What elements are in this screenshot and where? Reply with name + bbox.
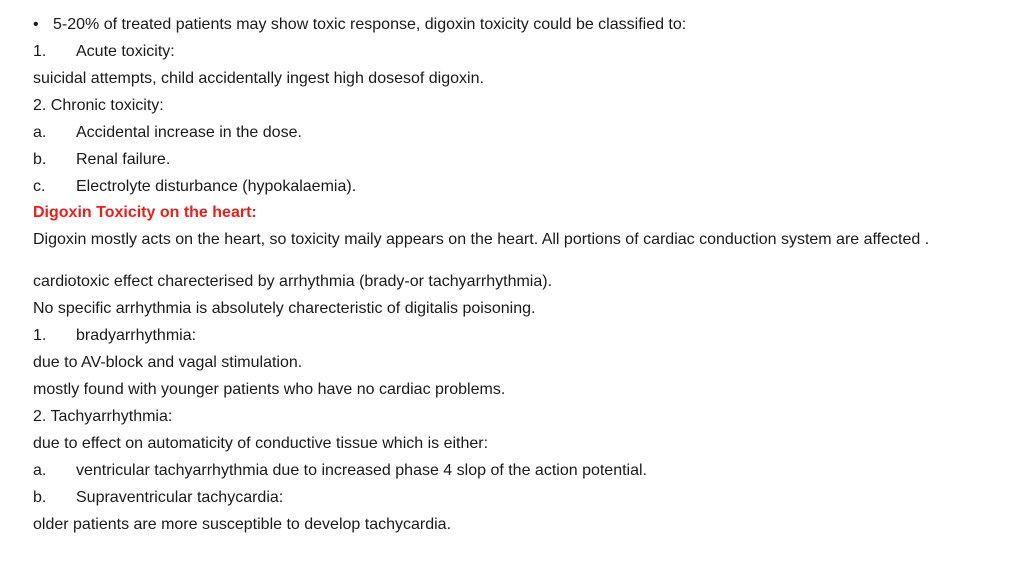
list-marker: a.: [33, 462, 47, 479]
older-patients-line: older patients are more susceptible to develop tachycardia.: [33, 516, 452, 533]
list-item: [33, 124, 302, 142]
list-marker: a.: [33, 124, 47, 141]
list-item-text: ventricular tachyarrhythmia due to increased phase 4 slop of the action potential.: [76, 462, 647, 479]
bradyarrhythmia-label: bradyarrhythmia:: [76, 327, 197, 344]
chronic-toxicity-label: 2. Chronic toxicity:: [33, 97, 164, 114]
acute-toxicity-label: Acute toxicity:: [76, 43, 175, 60]
list-item: [33, 178, 356, 196]
list-item-text: Supraventricular tachycardia:: [76, 489, 284, 506]
list-marker: c.: [33, 178, 46, 195]
list-marker: b.: [33, 489, 47, 506]
list-item-text: Accidental increase in the dose.: [76, 124, 302, 141]
bradyarrhythmia-cause: due to AV-block and vagal stimulation.: [33, 354, 303, 371]
list-item: [33, 489, 283, 507]
list-number: 1.: [33, 43, 47, 60]
bradyarrhythmia-line: [33, 327, 196, 345]
acute-toxicity-line: [33, 43, 175, 61]
acute-toxicity-description: suicidal attempts, child accidentally ingest high dosesof digoxin.: [33, 70, 484, 87]
tachyarrhythmia-label: 2. Tachyarrhythmia:: [33, 408, 173, 425]
list-item-text: Electrolyte disturbance (hypokalaemia).: [76, 178, 357, 195]
list-marker: b.: [33, 151, 47, 168]
cardiotoxic-line: cardiotoxic effect charecterised by arrhythmia (brady-or tachyarrhythmia).: [33, 273, 553, 290]
list-item: [33, 151, 170, 169]
list-number: 1.: [33, 327, 47, 344]
list-item: [33, 462, 647, 480]
intro-text: 5-20% of treated patients may show toxic response, digoxin toxicity could be classified to:: [53, 16, 687, 33]
intro-line: [33, 16, 686, 34]
no-specific-arrhythmia-line: No specific arrhythmia is absolutely charecteristic of digitalis poisoning.: [33, 300, 536, 317]
tachyarrhythmia-cause: due to effect on automaticity of conductive tissue which is either:: [33, 435, 489, 452]
list-item-text: Renal failure.: [76, 151, 171, 168]
bradyarrhythmia-patients: mostly found with younger patients who have no cardiac problems.: [33, 381, 506, 398]
bullet-icon: •: [33, 16, 39, 33]
heart-toxicity-paragraph: Digoxin mostly acts on the heart, so toxicity maily appears on the heart. All portions of cardiac conduction system are affected .: [33, 231, 930, 248]
heart-toxicity-heading: Digoxin Toxicity on the heart:: [33, 204, 257, 221]
